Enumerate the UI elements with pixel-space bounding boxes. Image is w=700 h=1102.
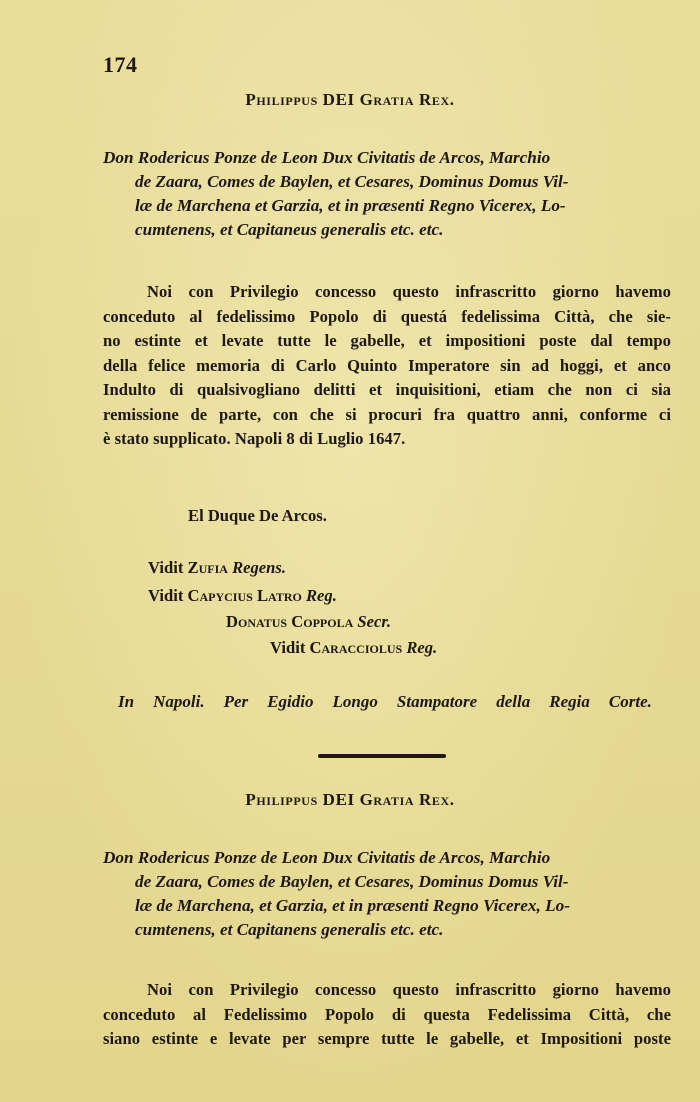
body-line: siano estinte e levate per sempre tutte le gabelle, et Impositioni poste <box>103 1029 671 1048</box>
body-line: della felice memoria di Carlo Quinto Imperatore sin ad hoggi, et anco <box>103 355 671 375</box>
decree-2-heading: Philippus DEI Gratia Rex. <box>245 790 455 809</box>
vidit-capycius <box>148 586 337 606</box>
vidit-role: Reg. <box>406 638 438 657</box>
imprint-word: Corte. <box>608 692 652 711</box>
imprint-word: Egidio <box>267 692 314 711</box>
page-number: 174 <box>103 52 138 77</box>
section-divider-rule <box>318 754 446 758</box>
body-line: Indulto di qualsivogliano delitti et inquisitioni, etiam che non ci sia <box>103 380 671 399</box>
vidit-role: Reg. <box>305 586 337 605</box>
vidit-prefix: Vidit <box>270 638 306 657</box>
address-line: Don Rodericus Ponze de Leon Dux Civitatis de Arcos, Marchio <box>103 148 551 167</box>
imprint-word: della <box>496 692 531 711</box>
body-line: conceduto al fedelissimo Popolo di questá fedelissima Città, che sie- <box>103 306 671 326</box>
body-line: remissione de parte, con che si procuri fra quattro anni, conforme ci <box>103 404 671 424</box>
decree-2-body <box>103 978 671 1052</box>
donatus-name: Donatus Coppola <box>226 612 354 631</box>
body-line: Noi con Privilegio concesso questo infrascritto giorno havemo <box>147 980 671 999</box>
imprint-word: Napoli. <box>153 692 205 711</box>
address-line: cumtenens, et Capitaneus generalis etc. etc. <box>135 220 444 239</box>
imprint-word: Regia <box>549 692 590 711</box>
body-line: no estinte et levate tutte le gabelle, et impositioni poste dal tempo <box>103 331 671 350</box>
vidit-name: Caracciolus <box>309 638 403 657</box>
vidit-caracciolus <box>270 638 437 658</box>
vidit-name: Capycius Latro <box>187 586 302 605</box>
donatus-coppola <box>226 612 391 632</box>
imprint-word: Longo <box>332 692 378 711</box>
address-line: læ de Marchena, et Garzia, et in præsenti Regno Vicerex, Lo- <box>135 896 570 915</box>
body-line: conceduto al Fedelissimo Popolo di questa Fedelissima Città, che <box>103 1004 671 1024</box>
address-line: cumtenens, et Capitanens generalis etc. etc. <box>135 920 444 939</box>
vidit-prefix: Vidit <box>148 586 184 605</box>
body-line: è stato supplicato. Napoli 8 di Luglio 1647. <box>103 429 406 448</box>
address-line: de Zaara, Comes de Baylen, et Cesares, Dominus Domus Vil- <box>135 872 569 891</box>
imprint-line <box>118 692 652 712</box>
address-line: de Zaara, Comes de Baylen, et Cesares, Dominus Domus Vil- <box>135 172 569 191</box>
address-line: læ de Marchena et Garzia, et in præsenti Regno Vicerex, Lo- <box>135 196 566 215</box>
donatus-role: Secr. <box>357 612 392 631</box>
imprint-word: In <box>118 692 135 711</box>
decree-2-address <box>103 846 669 942</box>
vidit-prefix: Vidit <box>148 558 184 577</box>
decree-1-heading: Philippus DEI Gratia Rex. <box>245 90 455 109</box>
address-line: Don Rodericus Ponze de Leon Dux Civitatis de Arcos, Marchio <box>103 848 551 867</box>
imprint-word: Per <box>223 692 249 711</box>
body-line: Noi con Privilegio concesso questo infrascritto giorno havemo <box>147 282 671 301</box>
decree-1-body <box>103 280 671 452</box>
decree-1-address <box>103 146 669 242</box>
vidit-name: Zufia <box>187 558 228 577</box>
vidit-zufia <box>148 558 286 578</box>
signature-duque: El Duque De Arcos. <box>188 506 327 525</box>
vidit-role: Regens. <box>232 558 286 577</box>
imprint-word: Stampatore <box>396 692 478 711</box>
